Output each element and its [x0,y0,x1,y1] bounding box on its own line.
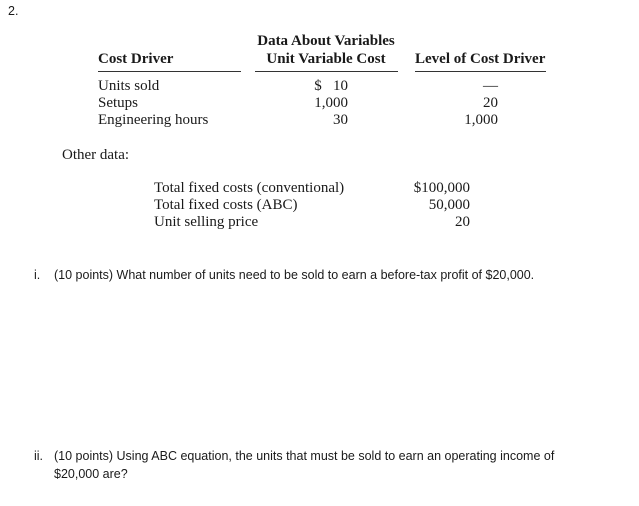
level-rule [415,71,546,72]
question-ii [34,447,634,487]
cost-units-sold: $ 10 [314,78,348,94]
problem-number: 2. [8,4,19,18]
question-i-text: (10 points) What number of units need to be sold to earn a before-tax profit of $20,000. [54,268,535,282]
driver-column [98,78,208,129]
cost-engineering-hours: 30 [333,112,348,128]
level-column [440,78,498,129]
driver-engineering-hours: Engineering hours [98,112,209,128]
cost-setups: 1,000 [314,95,348,111]
other-data-labels [154,180,344,231]
cost-column [290,78,348,129]
driver-setups: Setups [98,95,139,111]
header-level-of-cost-driver: Level of Cost Driver [415,51,546,67]
question-i-number: i. [34,268,41,282]
question-ii-text-line2: $20,000 are? [54,467,128,481]
unit-variable-cost-rule [255,71,398,72]
cost-driver-rule [98,71,241,72]
question-ii-number: ii. [34,449,44,463]
label-fixed-costs-conventional: Total fixed costs (conventional) [154,180,345,196]
driver-units-sold: Units sold [98,78,160,94]
question-i [34,266,624,286]
value-unit-selling-price: 20 [455,214,470,230]
other-data-heading: Other data: [62,147,130,163]
header-cost-driver: Cost Driver [98,51,174,67]
label-fixed-costs-abc: Total fixed costs (ABC) [154,197,298,213]
question-ii-text-line1: (10 points) Using ABC equation, the units that must be sold to earn an operating income of [54,449,555,463]
label-unit-selling-price: Unit selling price [154,214,259,230]
other-data-values [395,180,470,231]
level-units-sold: — [483,78,498,94]
value-fixed-costs-abc: 50,000 [428,197,470,213]
value-fixed-costs-conventional: $100,000 [413,180,470,196]
level-engineering-hours: 1,000 [464,112,498,128]
header-unit-variable-cost: Unit Variable Cost [266,51,386,67]
group-header: Data About Variables [257,33,395,49]
level-setups: 20 [483,95,498,111]
